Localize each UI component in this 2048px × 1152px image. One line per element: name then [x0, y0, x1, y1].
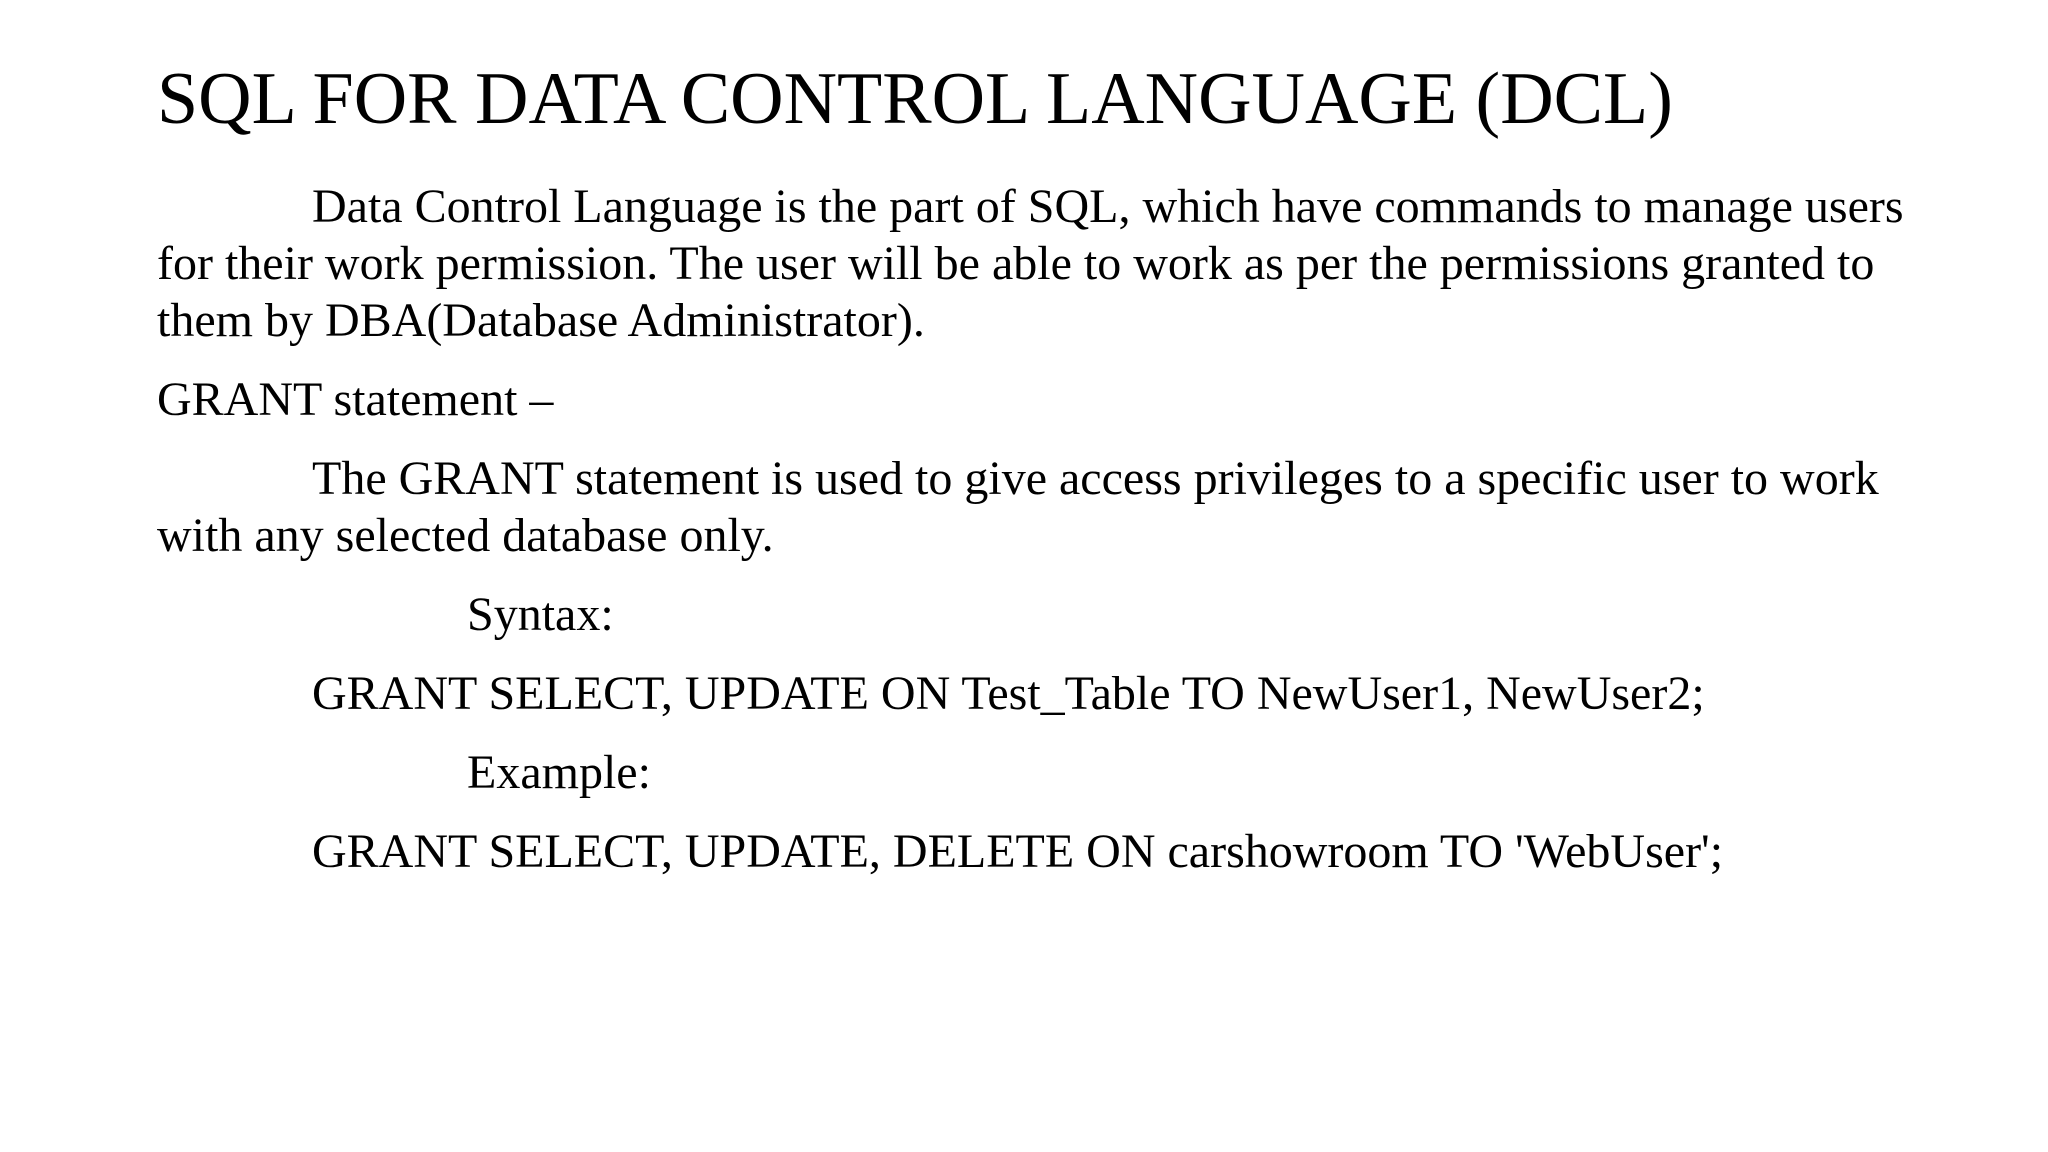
intro-paragraph: Data Control Language is the part of SQL, which have commands to manage users for their work permission. The user will be able to work as per the permissions granted to them by DBA(Database Administrator). [157, 180, 1904, 347]
syntax-code: GRANT SELECT, UPDATE ON Test_Table TO NewUser1, NewUser2; [312, 667, 1705, 720]
slide-title: SQL FOR DATA CONTROL LANGUAGE (DCL) [157, 58, 1673, 140]
grant-heading: GRANT statement – [157, 373, 554, 426]
grant-paragraph: The GRANT statement is used to give access privileges to a specific user to work with any selected database only. [157, 452, 1879, 562]
example-code: GRANT SELECT, UPDATE, DELETE ON carshowroom TO 'WebUser'; [312, 825, 1724, 878]
example-label: Example: [467, 746, 651, 799]
syntax-label: Syntax: [467, 588, 614, 641]
slide-body [157, 178, 1917, 902]
